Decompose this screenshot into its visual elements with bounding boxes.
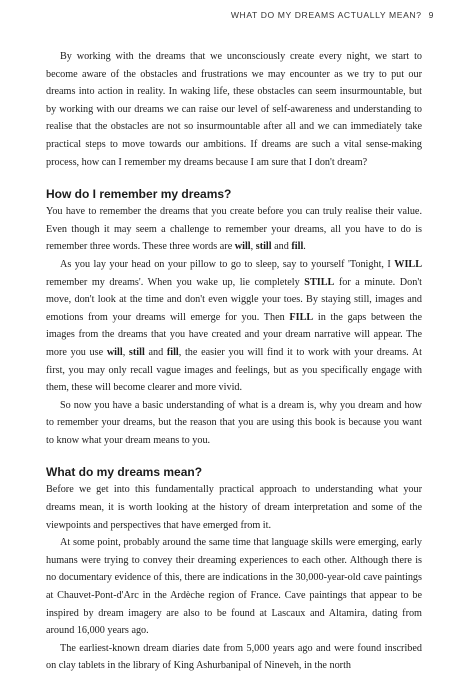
running-head: [231, 10, 434, 20]
running-head-title: WHAT DO MY DREAMS ACTUALLY MEAN?: [230, 10, 422, 20]
text-run: .: [303, 241, 306, 253]
text-run: ,: [122, 346, 129, 358]
text-run: for a minute. Don't move, don't look at the time and don't even wiggle your toes. By staying still, images and emotions from your dreams will emerge for you. Then: [46, 276, 422, 323]
keyword-still-caps: STILL: [304, 276, 335, 288]
keyword-will-caps: WILL: [394, 258, 422, 270]
keyword-fill-caps: FILL: [289, 311, 314, 323]
section-heading-meaning: What do my dreams mean?: [46, 465, 203, 480]
text-run: and: [144, 346, 167, 358]
keyword-still: still: [255, 241, 272, 253]
text-run: , the easier you will find it to work with your dreams. At first, you may only recall vague images and feelings, but as you specifically engage with them, these will become clearer and more vivid.: [46, 346, 423, 394]
text-run: As you lay your head on your pillow to go to sleep, say to yourself 'Tonight, I: [60, 258, 395, 270]
page-number: 9: [428, 10, 434, 20]
section-heading-remember: How do I remember my dreams?: [46, 187, 232, 202]
page-body: [46, 48, 422, 675]
section2-paragraph-1: Before we get into this fundamentally practical approach to understanding what your dreams mean, it is worth looking at the history of dream interpretation and some of the viewpoints and perspectives that have emerged from it.: [46, 484, 422, 531]
section1-paragraph-3: So now you have a basic understanding of what is a dream is, why you dream and how to remember your dreams, but the reason that you are using this book is because you want to know what your dream means to you.: [46, 399, 422, 446]
intro-paragraph: By working with the dreams that we unconsciously create every night, we start to become aware of the obstacles and frustrations we may encounter as we try to put our dreams into action in reality. In waking life, these obstacles can seem insurmountable, but by working with our dreams we can raise our level of self-awareness and understanding to realise that the obstacles are not so insurmountable after all and we can immediately take practical steps to move towards our ambitions. If dreams are such a vital sense-making process, how can I remember my dreams because I am sure that I don't dream?: [46, 51, 422, 168]
keyword-will: will: [234, 241, 251, 253]
section2-paragraph-3: The earliest-known dream diaries date from 5,000 years ago and were found inscribed on clay tablets in the library of King Ashurbanipal of Nineveh, in the north: [46, 642, 422, 672]
text-run: and: [271, 241, 292, 253]
section1-paragraph-1: [46, 203, 422, 256]
text-run: remember my dreams'. When you wake up, lie completely: [46, 276, 305, 288]
keyword-fill: fill: [291, 241, 304, 253]
keyword-will: will: [106, 346, 123, 358]
section2-paragraph-2: At some point, probably around the same time that language skills were emerging, early humans were trying to convey their dreaming experiences to each other. Although there is no documentary evidence of this, there are indications in the 30,000-year-old cave paintings at Chauvet-Pont-d'Arc in the Ardèche region of France. Cave paintings that appear to be inspired by dream imagery are also to be found at Lascaux and Altamira, dating from around 16,000 years ago.: [46, 537, 422, 637]
section1-paragraph-2: [46, 256, 422, 397]
keyword-still: still: [128, 346, 145, 358]
text-run: ,: [250, 241, 256, 253]
keyword-fill: fill: [166, 346, 179, 358]
text-run: in the gaps between the images from the dreams that you have created and your dream narrative will appear. The more you use: [46, 311, 423, 358]
text-run: You have to remember the dreams that you create before you can truly realise their value. Even though it may seem a challenge to remember your dreams, all you have to do is remember three words. These three words are: [46, 206, 422, 253]
